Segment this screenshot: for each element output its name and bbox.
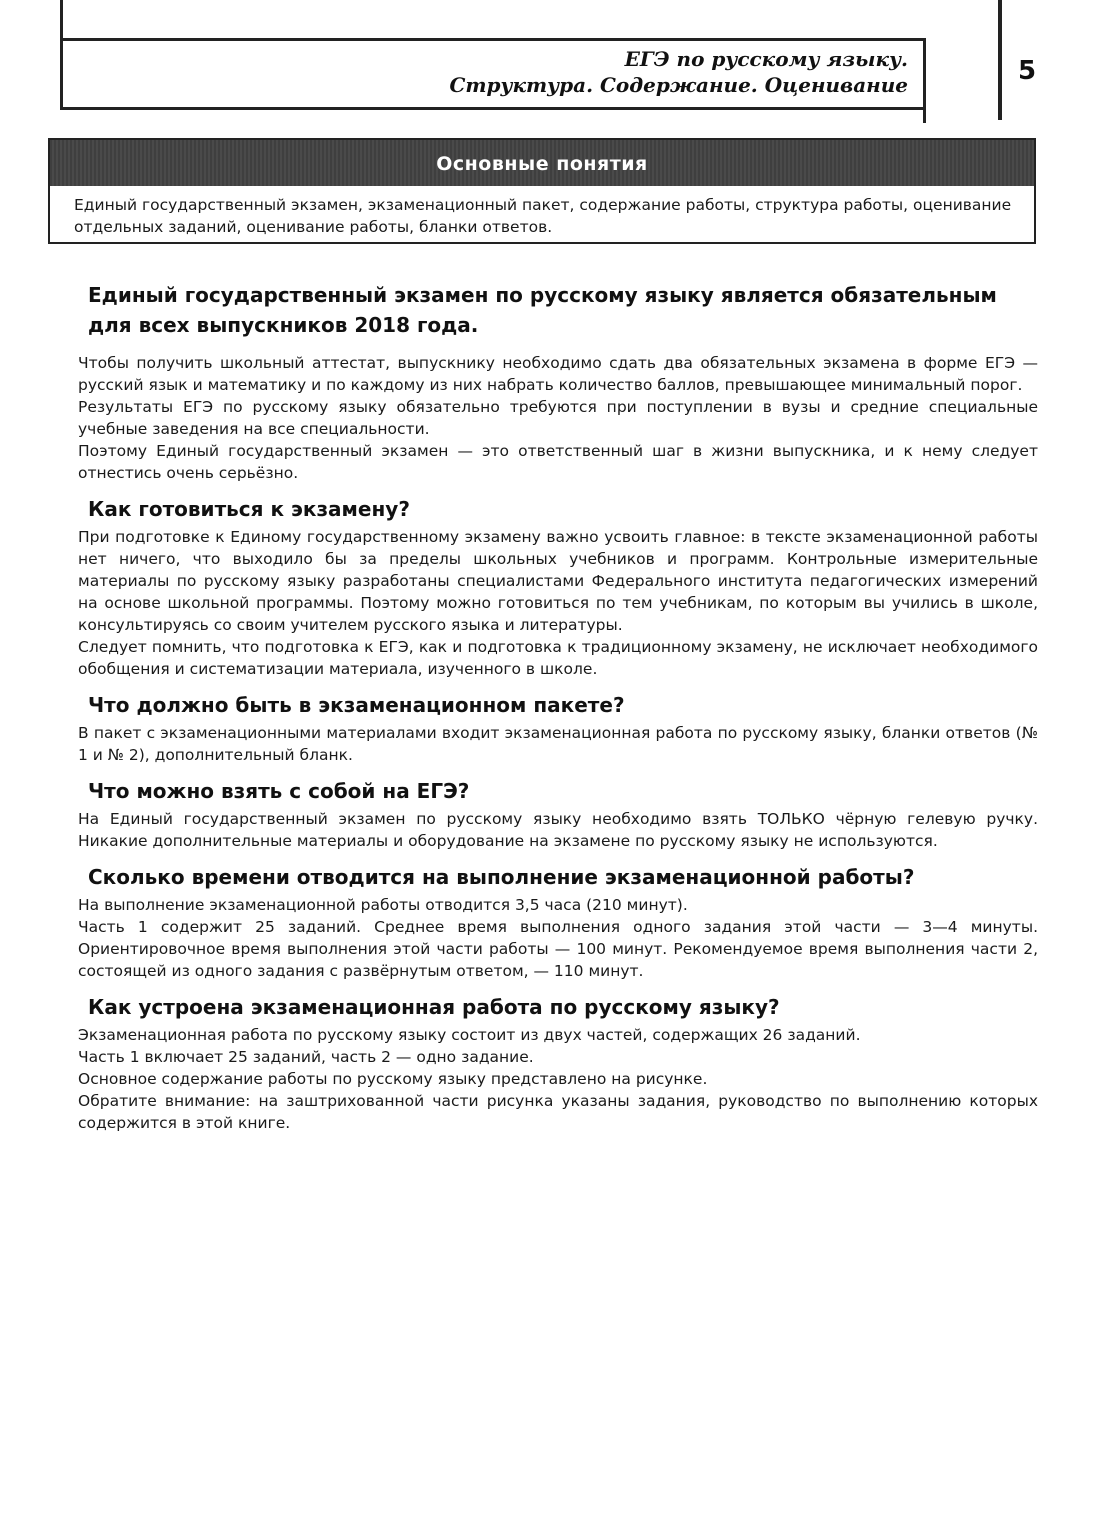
header-title-line2: Структура. Содержание. Оценивание	[449, 73, 908, 97]
header-rule-left	[60, 0, 63, 40]
section-heading-time: Сколько времени отводится на выполнение экзаменационной работы?	[88, 865, 915, 889]
key-concepts-text: Единый государственный экзамен, экзаменационный пакет, содержание работы, структура работы, оценивание отдельных заданий, оценивание работы, бланки ответов.	[74, 196, 1012, 236]
page-rule	[998, 0, 1002, 120]
page-number: 5	[1018, 56, 1037, 86]
key-concepts-title: Основные понятия	[50, 140, 1034, 186]
section-paragraph: На Единый государственный экзамен по русскому языку необходимо взять ТОЛЬКО чёрную гелевую ручку. Никакие дополнительные материалы и оборудование на экзамене по русскому языку не используются.	[78, 810, 1038, 850]
main-content	[78, 280, 1038, 1134]
section-paragraph: Часть 1 включает 25 заданий, часть 2 — одно задание.	[78, 1048, 534, 1066]
section-paragraph: Следует помнить, что подготовка к ЕГЭ, как и подготовка к традиционному экзамену, не исключает необходимого обобщения и систематизации материала, изученного в школе.	[78, 638, 1038, 678]
section-paragraph: Часть 1 содержит 25 заданий. Среднее время выполнения одного задания этой части — 3—4 минуты. Ориентировочное время выполнения этой части работы — 100 минут. Рекомендуемое время выполнения части 2, состоящей из одного задания с развёрнутым ответом, — 110 минут.	[78, 918, 1038, 980]
intro-paragraph: Чтобы получить школьный аттестат, выпускнику необходимо сдать два обязательных экзамена в форме ЕГЭ — русский язык и математику и по каждому из них набрать количество баллов, превышающее минимальный порог.	[78, 354, 1038, 394]
key-concepts-box	[48, 138, 1036, 244]
section-heading-preparation: Как готовиться к экзамену?	[88, 497, 410, 521]
intro-paragraph: Поэтому Единый государственный экзамен — это ответственный шаг в жизни выпускника, и к нему следует отнестись очень серьёзно.	[78, 442, 1038, 482]
header-title-line1: ЕГЭ по русскому языку.	[624, 47, 908, 71]
section-paragraph: Основное содержание работы по русскому языку представлено на рисунке.	[78, 1070, 708, 1088]
section-paragraph: Обратите внимание: на заштрихованной части рисунка указаны задания, руководство по выполнению которых содержится в этой книге.	[78, 1092, 1038, 1132]
section-heading-bring: Что можно взять с собой на ЕГЭ?	[88, 779, 470, 803]
lead-heading: Единый государственный экзамен по русскому языку является обязательным для всех выпускников 2018 года.	[88, 283, 997, 337]
intro-paragraph: Результаты ЕГЭ по русскому языку обязательно требуются при поступлении в вузы и средние специальные учебные заведения на все специальности.	[78, 398, 1038, 438]
section-paragraph: В пакет с экзаменационными материалами входит экзаменационная работа по русскому языку, бланки ответов (№ 1 и № 2), дополнительный бланк.	[78, 724, 1038, 764]
section-heading-package: Что должно быть в экзаменационном пакете?	[88, 693, 625, 717]
section-paragraph: Экзаменационная работа по русскому языку состоит из двух частей, содержащих 26 заданий.	[78, 1026, 861, 1044]
section-heading-structure: Как устроена экзаменационная работа по русскому языку?	[88, 995, 780, 1019]
section-paragraph: На выполнение экзаменационной работы отводится 3,5 часа (210 минут).	[78, 896, 688, 914]
header-title	[449, 46, 908, 98]
running-header	[60, 0, 926, 118]
section-paragraph: При подготовке к Единому государственному экзамену важно усвоить главное: в тексте экзаменационной работы нет ничего, что выходило бы за пределы школьных учебников и программ. Контрольные измерительные материалы по русскому языку разработаны специалистами Федерального института педагогических измерений на основе школьной программы. Поэтому можно готовиться по тем учебникам, по которым вы учились в школе, консультируясь со своим учителем русского языка и литературы.	[78, 528, 1038, 634]
